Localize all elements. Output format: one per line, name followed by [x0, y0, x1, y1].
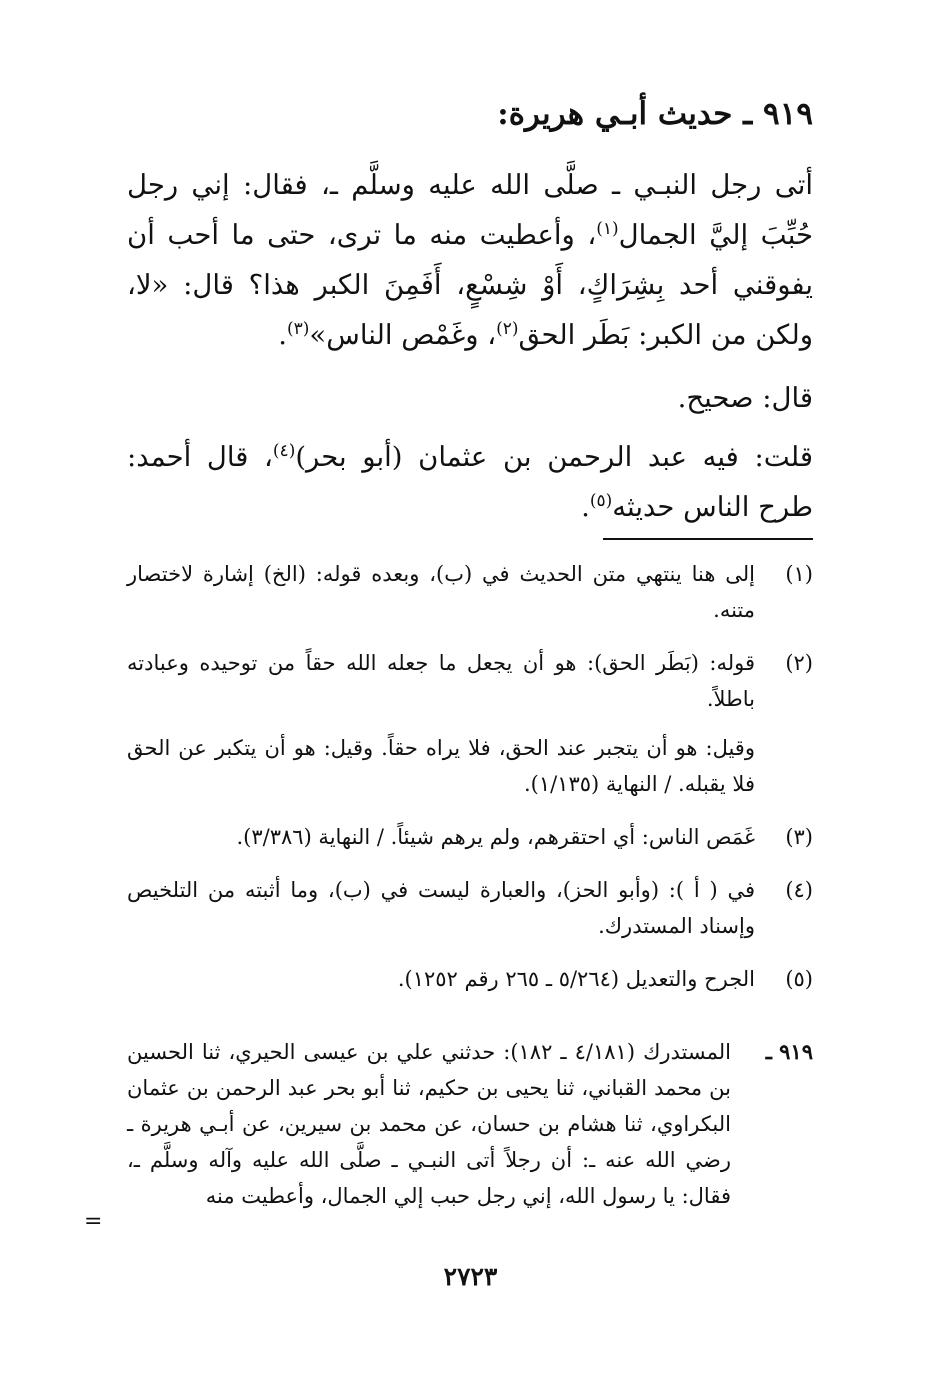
- hadith-heading: ٩١٩ ـ حديث أبـي هريرة:: [497, 96, 813, 132]
- footnote-separator: [603, 538, 813, 540]
- footnote-ref-1: (١): [596, 218, 619, 239]
- footnote-text: قوله: (بَطَر الحق): هو أن يجعل ما جعله الله حقاً من توحيده وعبادته باطلاً.: [127, 651, 755, 711]
- footnote-3: [127, 819, 813, 855]
- footnote-number: (٣): [785, 825, 813, 849]
- footnote-2-continuation: [127, 730, 813, 802]
- comment-text: [127, 432, 813, 532]
- footnote-number: (١): [785, 562, 813, 586]
- verdict-text: قال: صحيح.: [677, 382, 813, 414]
- hadith-text-part-3: ، وغَمْص الناس»: [309, 319, 497, 351]
- hadith-text-part-1: أتى رجل النبـي ـ صلَّى الله عليه وسلَّم ـ، فقال: إني رجل حُبِّبَ إليَّ الجمال: [127, 169, 813, 251]
- source-text: المستدرك (٤/١٨١ ـ ١٨٢): حدثني علي بن عيسى الحيري، ثنا الحسين بن محمد القباني، ثنا يحيى بن حكيم، ثنا أبو بحر عبد الرحمن بن عثمان البكراوي، ثنا هشام بن حسان، عن محمد بن سيرين، عن أبـي هريرة ـ رضي الله عنه ـ: أن رجلاً أتى النبـي ـ صلَّى الله عليه وآله وسلَّم ـ، فقال: يا رسول الله، إني رجل حبب إلي الجمال، وأعطيت منه: [127, 1040, 731, 1208]
- source-reference: [127, 1034, 813, 1214]
- source-number: ٩١٩ ـ: [765, 1039, 813, 1064]
- footnote-text: وقيل: هو أن يتجبر عند الحق، فلا يراه حقاً. وقيل: هو أن يتكبر عن الحق فلا يقبله. / النهاية (١/١٣٥).: [127, 736, 755, 796]
- footnote-text: إلى هنا ينتهي متن الحديث في (ب)، وبعده قوله: (الخ) إشارة لاختصار متنه.: [127, 562, 755, 622]
- hadith-text: [127, 160, 813, 360]
- hadith-text-part-2: ، وأعطيت منه ما ترى، حتى ما أحب أن يفوقني أحد بِشِرَاكٍ، أَوْ شِسْعٍ، أَفَمِنَ الكبر هذا؟ قال: «لا، ولكن من الكبر: بَطَر الحق: [127, 219, 813, 351]
- footnote-5: [127, 961, 813, 997]
- footnote-number: (٥): [785, 967, 813, 991]
- footnote-2: [127, 645, 813, 717]
- footnote-ref-4: (٤): [272, 440, 296, 461]
- footnote-1: [127, 556, 813, 628]
- page-number: ٢٧٢٣: [443, 1262, 498, 1291]
- comment-text-part-2: ، قال أحمد: طرح الناس حديثه: [127, 441, 813, 523]
- footnote-text: الجرح والتعديل (٥/٢٦٤ ـ ٢٦٥ رقم ١٢٥٢).: [397, 967, 755, 991]
- footnote-ref-3: (٣): [287, 318, 310, 339]
- continuation-mark: =: [84, 1209, 103, 1234]
- footnotes: [127, 556, 813, 1014]
- footnote-text: في ( أ ): (وأبو الحز)، والعبارة ليست في (ب)، وما أثبته من التلخيص وإسناد المستدرك.: [127, 878, 755, 938]
- footnote-4: [127, 872, 813, 944]
- hadith-body: [127, 160, 813, 532]
- footnote-ref-2: (٢): [496, 318, 519, 339]
- footnote-number: (٢): [785, 651, 813, 675]
- footnote-number: (٤): [785, 878, 813, 902]
- comment-text-part-3: .: [581, 491, 590, 523]
- comment-text-part-1: قلت: فيه عبد الرحمن بن عثمان (أبو بحر): [295, 441, 813, 473]
- footnote-text: غَمَص الناس: أي احتقرهم، ولم يرهم شيئاً. / النهاية (٣/٣٨٦).: [236, 825, 755, 849]
- hadith-text-part-4: .: [278, 319, 287, 351]
- footnote-ref-5: (٥): [589, 490, 613, 511]
